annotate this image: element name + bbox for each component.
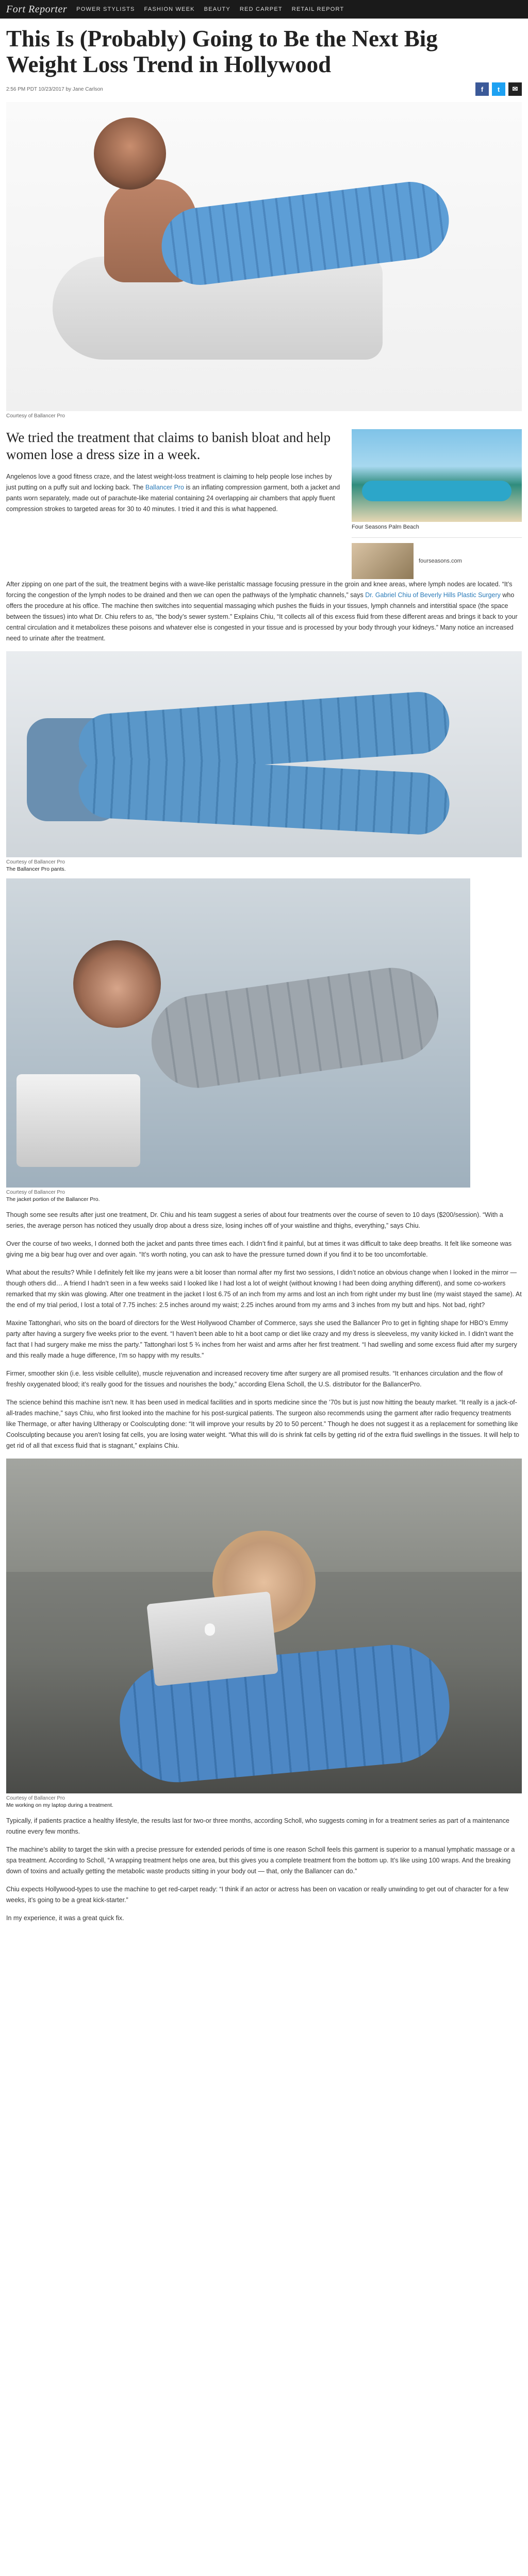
- intro-left: [6, 429, 341, 579]
- ad-pool: [362, 481, 512, 501]
- paragraph-b-1: Typically, if patients practice a healthy lifestyle, the results last for two-or three months, according Scholl, who suggests coming in for a treatment series as part of a maintenance routine every few months.: [6, 1817, 509, 1835]
- pants-caption: Courtesy of Ballancer Pro: [6, 859, 65, 865]
- hero-image: [6, 102, 522, 411]
- intro-paragraph: [6, 471, 341, 515]
- article-meta: [6, 82, 522, 96]
- intro-section: [6, 429, 522, 579]
- laptop-subcaption: Me working on my laptop during a treatment.: [6, 1802, 113, 1808]
- laptop-image: [6, 1459, 522, 1793]
- hero-caption: Courtesy of Ballancer Pro: [6, 413, 65, 419]
- mini-ad[interactable]: [352, 537, 522, 579]
- sidebar: [352, 429, 522, 579]
- social-share: [475, 82, 522, 96]
- jacket-image: [6, 878, 470, 1188]
- nav-item-retail-report[interactable]: RETAIL REPORT: [291, 6, 344, 12]
- pants-subcaption: The Ballancer Pro pants.: [6, 866, 66, 872]
- jacket-head: [73, 940, 161, 1028]
- article-headline: This Is (Probably) Going to Be the Next Big Weight Loss Trend in Hollywood: [6, 26, 438, 77]
- laptop-computer: [146, 1591, 278, 1686]
- paragraph-a-6: The science behind this machine isn’t new. It has been used in medical facilities and in sports medicine since the ’70s but is just now hitting the beauty market. “It really is a jack-of-all-trades machine,” says Chiu, who first looked into the machine for his post-surgical patients. The surgeon also recommends using the garment after radio frequency treatments like Thermage, or after having Ultherapy or Coolsculpting done: “It will improve your results by 20 to 50 percent.” Though he does not suggest it as a replacement for something like Coolsculpting because you aren’t losing fat cells, you are losing water weight. “What this will do is shrink fat cells by getting rid of the extra fluid swellings in the tissues. It will help to get rid of all that excess fluid that is stagnant,” explains Chiu.: [6, 1399, 519, 1449]
- para2-pre: After zipping on one part of the suit, the treatment begins with a wave-like peristaltic massage focusing pressure in the groin and knee areas, where lymph nodes are located. “It’s forcing the congestion of the lymph nodes to be drained and then we can open the pathways of the lymphatic channels,” says: [6, 581, 513, 599]
- paragraph-a-4: Maxine Tattonghari, who sits on the board of directors for the West Hollywood Chamber of Commerce, says she used the Ballancer Pro to get in fighting shape for HBO’s Emmy party after having a surgery five weeks prior to the event. “I haven’t been able to hit a boot camp or diet like crazy and my dress is sleeveless, my vanity kicked in. I didn’t want the fact that I had surgery make me miss the party.” Tattonghari lost 5 ¾ inches from her waist and arms after her first treatment. “I had swelling and some excess fluid after my surgery and this really made a huge difference, I’m so happy with my results.”: [6, 1319, 517, 1359]
- hero-woman: [94, 117, 166, 190]
- jacket-arm: [145, 962, 444, 1094]
- intro-text-pre: Angelenos love a good fitness craze, and the latest weight-loss treatment is claiming to help people lose inches by just putting on a puffy suit and locking back. The: [6, 473, 332, 491]
- brand-logo[interactable]: Fort Reporter: [6, 3, 68, 15]
- twitter-share-button[interactable]: t: [492, 82, 505, 96]
- paragraph-a-5: Firmer, smoother skin (i.e. less visible cellulite), muscle rejuvenation and increased recovery time after surgery are all promised results. “It enhances circulation and the flow of freshly oxygenated blood; it’s really good for the tissues and nourishes the body,” according Elena Scholl, the U.S. distributor for the BallancerPro.: [6, 1370, 503, 1388]
- jacket-caption: Courtesy of Ballancer Pro: [6, 1190, 65, 1195]
- paragraph-b-3: Chiu expects Hollywood-types to use the machine to get red-carpet ready: “I think if an actor or actress has been on vacation or really unwinding to get out of character for a few weeks, it’s going to be a great kick-starter.”: [6, 1886, 509, 1904]
- jacket-machine: [16, 1074, 140, 1167]
- paragraph-2: [6, 579, 522, 644]
- mini-ad-text: fourseasons.com: [419, 558, 462, 564]
- pants-image: [6, 651, 522, 857]
- paragraph-a-2: Over the course of two weeks, I donned both the jacket and pants three times each. I didn’t find it painful, but at times it was difficult to take deep breaths. It felt like someone was giving me a big bear hug over and over again. “It’s worth noting, you can ask to have the pressure turned down if you find it to be too uncomfortable.: [6, 1240, 512, 1258]
- nav-item-beauty[interactable]: BEAUTY: [204, 6, 230, 12]
- intro-text-post: is an inflating compression garment, both a jacket and pants worn separately, made out of parachute-like material containing 24 overlapping air chambers that apply fluent compression strokes to targeted areas for 30 to 40 minutes. I tried it and this is what happened.: [6, 484, 340, 513]
- article-page: [0, 19, 528, 1952]
- apple-logo-icon: [205, 1623, 215, 1636]
- paragraph-b-2: The machine’s ability to target the skin with a precise pressure for extended periods of time is one reason Scholl feels this garment is superior to a manual lymphatic massage or a spa treatment. According to Scholl, “A wrapping treatment helps one area, but this gives you a complete treatment from the bottom up. It’s like using 100 wraps. And the breaking down of toxins and actually getting the metabolic waste products sitting in your body out — that, only the Ballancer can do.”: [6, 1846, 515, 1875]
- nav-item-power-stylists[interactable]: POWER STYLISTS: [76, 6, 135, 12]
- mini-ad-thumb: [352, 543, 414, 579]
- top-navigation: [0, 0, 528, 19]
- paragraph-b-4: In my experience, it was a great quick fix.: [6, 1914, 124, 1922]
- pants-leg-right: [77, 755, 451, 836]
- facebook-share-button[interactable]: f: [475, 82, 489, 96]
- paragraph-a-3: What about the results? While I definitely felt like my jeans were a bit looser than normal after my first two sessions, I didn’t notice an obvious change when I looked in the mirror — though others did… A friend I hadn’t seen in a few weeks said I looked like I had lost a lot of weight (without knowing I had been doing anything different), and some co-workers remarked that my skin was glowing. After one treatment in the jacket I lost 6.75 of an inch from my arms and lost an inch from right under my bust line (my waist stayed the same). At the end of my trial period, I lost a total of 7.75 inches: 2.5 inches around my waist; 2.25 inches around from my arms and 3 inches from my butt and hips. Not bad, right?: [6, 1269, 522, 1309]
- sidebar-ad-image[interactable]: [352, 429, 522, 522]
- dr-chiu-link[interactable]: Dr. Gabriel Chiu of Beverly Hills Plastic Surgery: [365, 591, 501, 599]
- jacket-subcaption: The jacket portion of the Ballancer Pro.: [6, 1196, 100, 1202]
- email-share-button[interactable]: ✉: [508, 82, 522, 96]
- laptop-caption: Courtesy of Ballancer Pro: [6, 1795, 65, 1801]
- ballancer-pro-link[interactable]: Ballancer Pro: [145, 484, 184, 491]
- article-dek: We tried the treatment that claims to banish bloat and help women lose a dress size in a week.: [6, 430, 331, 462]
- paragraph-a-1: Though some see results after just one treatment, Dr. Chiu and his team suggest a series of about four treatments over the course of seven to 10 days ($200/session). “With a series, the average person has noticed they usually drop about a dress size, losing inches off of your waistline and thighs, everything,” says Chiu.: [6, 1211, 503, 1229]
- byline: 2:56 PM PDT 10/23/2017 by Jane Carlson: [6, 86, 103, 92]
- sidebar-ad-label[interactable]: Four Seasons Palm Beach: [352, 524, 419, 530]
- nav-item-red-carpet[interactable]: RED CARPET: [239, 6, 283, 12]
- nav-item-fashion-week[interactable]: FASHION WEEK: [144, 6, 195, 12]
- para2-post: who offers the procedure at his office. The machine then switches into sequential massaging which pushes the fluids in your tissues, lymph channels and interstitial space (the space between the tissues) into what Dr. Chiu refers to as, “the body’s sewer system.” Explains Chiu, “It collects all of this excess fluid from these different areas and brings it back to your central circulation and it metabolizes these poisons and whatever else is congested in your tissue and is processed by your body through your kidneys.” Many notice an increased need to urinate after the treatment.: [6, 591, 518, 642]
